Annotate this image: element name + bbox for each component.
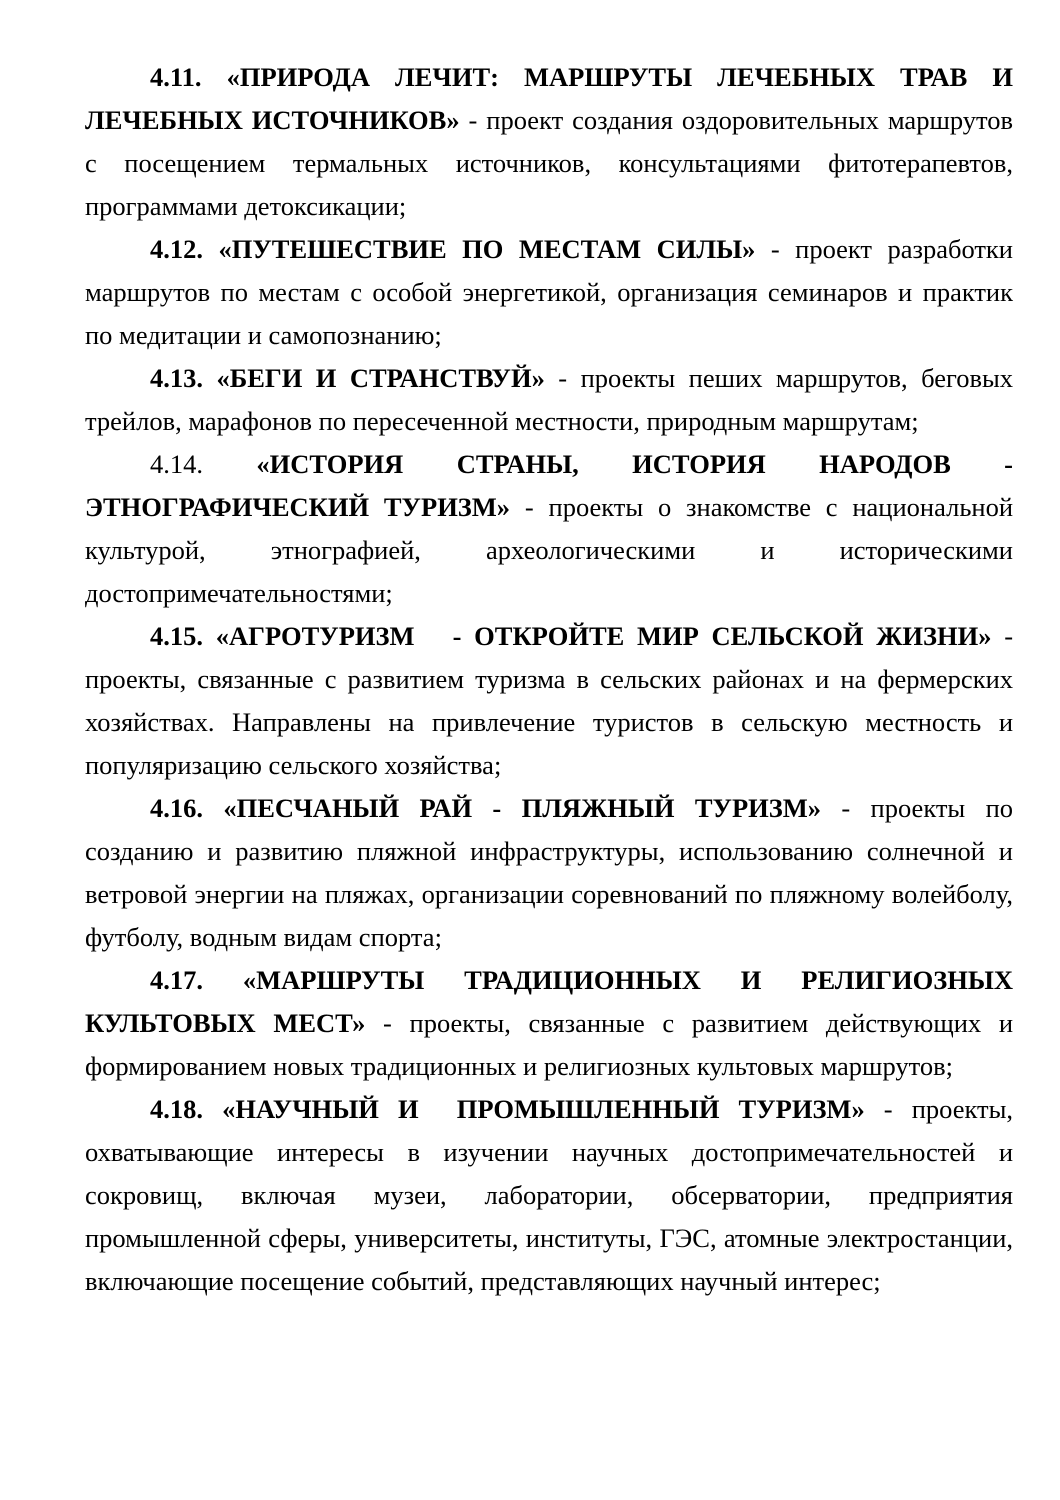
space [203,965,243,995]
paragraph-number: 4.12. [150,234,203,264]
paragraph-separator: - [821,793,871,823]
space [203,363,216,393]
paragraph-separator: - [544,363,581,393]
paragraph-body: проекты, связанные с развитием действующих и формированием новых традиционных и религиозных культовых маршрутов; [85,1008,1014,1081]
paragraph-4-15 [85,615,1013,787]
document-body [85,56,1013,1303]
paragraph-4-18 [85,1088,1013,1303]
paragraph-number: 4.17. [150,965,203,995]
paragraph-separator: - [864,1094,912,1124]
space [203,621,216,651]
paragraph-number: 4.11. [150,62,202,92]
space [203,793,223,823]
paragraph-4-14 [85,443,1013,615]
paragraph-4-16 [85,787,1013,959]
paragraph-number: 4.15. [150,621,203,651]
paragraph-title: «БЕГИ И СТРАНСТВУЙ» [216,363,545,393]
paragraph-body: проекты по созданию и развитию пляжной инфраструктуры, использованию солнечной и ветровой энергии на пляжах, организации соревнований по пляжному волейболу, футболу, водным видам спорта; [85,793,1013,952]
paragraph-body: проект разработки маршрутов по местам с особой энергетикой, организация семинаров и практик по медитации и самопознанию; [85,234,1013,350]
paragraph-number: 4.18. [150,1094,203,1124]
paragraph-title: «МАРШРУТЫ ТРАДИЦИОННЫХ И РЕЛИГИОЗНЫХ КУЛЬТОВЫХ МЕСТ» [85,965,1013,1038]
paragraph-body: проект создания оздоровительных маршрутов с посещением термальных источников, консультациями фитотерапевтов, программами детоксикации; [85,105,1013,221]
space [203,234,218,264]
space [203,1094,222,1124]
paragraph-separator: - [510,492,549,522]
space [202,62,227,92]
paragraph-title: «АГРОТУРИЗМ - ОТКРОЙТЕ МИР СЕЛЬСКОЙ ЖИЗНИ» [215,621,992,651]
paragraph-title: «ПРИРОДА ЛЕЧИТ: МАРШРУТЫ ЛЕЧЕБНЫХ ТРАВ И ЛЕЧЕБНЫХ ИСТОЧНИКОВ» [85,62,1013,135]
paragraph-body: проекты, связанные с развитием туризма в сельских районах и на фермерских хозяйствах. Направлены на привлечение туристов в сельскую местность и популяризацию сельского хозяйства; [85,664,1013,780]
paragraph-number: 4.16. [150,793,203,823]
paragraph-title: «ПЕСЧАНЫЙ РАЙ - ПЛЯЖНЫЙ ТУРИЗМ» [223,793,822,823]
paragraph-4-17 [85,959,1013,1088]
paragraph-title: «НАУЧНЫЙ И ПРОМЫШЛЕННЫЙ ТУРИЗМ» [222,1094,865,1124]
paragraph-title: «ПУТЕШЕСТВИЕ ПО МЕСТАМ СИЛЫ» [218,234,756,264]
paragraph-4-11 [85,56,1013,228]
paragraph-4-12 [85,228,1013,357]
paragraph-body: проекты, охватывающие интересы в изучении научных достопримечательностей и сокровищ, включая музеи, лаборатории, обсерватории, предприятия промышленной сферы, университеты, институты, ГЭС, атомные электростанции, включающие посещение событий, представляющих научный интерес; [85,1094,1014,1296]
paragraph-separator: - [991,621,1014,651]
paragraph-separator: - [365,1008,410,1038]
paragraph-number: 4.14. [150,449,203,479]
paragraph-body: проекты пеших маршрутов, беговых трейлов, марафонов по пересеченной местности, природным маршрутам; [85,363,1014,436]
space [203,449,256,479]
paragraph-separator: - [755,234,796,264]
paragraph-4-13 [85,357,1013,443]
paragraph-title: «ИСТОРИЯ СТРАНЫ, ИСТОРИЯ НАРОДОВ - ЭТНОГРАФИЧЕСКИЙ ТУРИЗМ» [85,449,1013,522]
paragraph-number: 4.13. [150,363,203,393]
paragraph-body: проекты о знакомстве с национальной культурой, этнографией, археологическими и историческими достопримечательностями; [85,492,1014,608]
paragraph-separator: - [459,105,487,135]
